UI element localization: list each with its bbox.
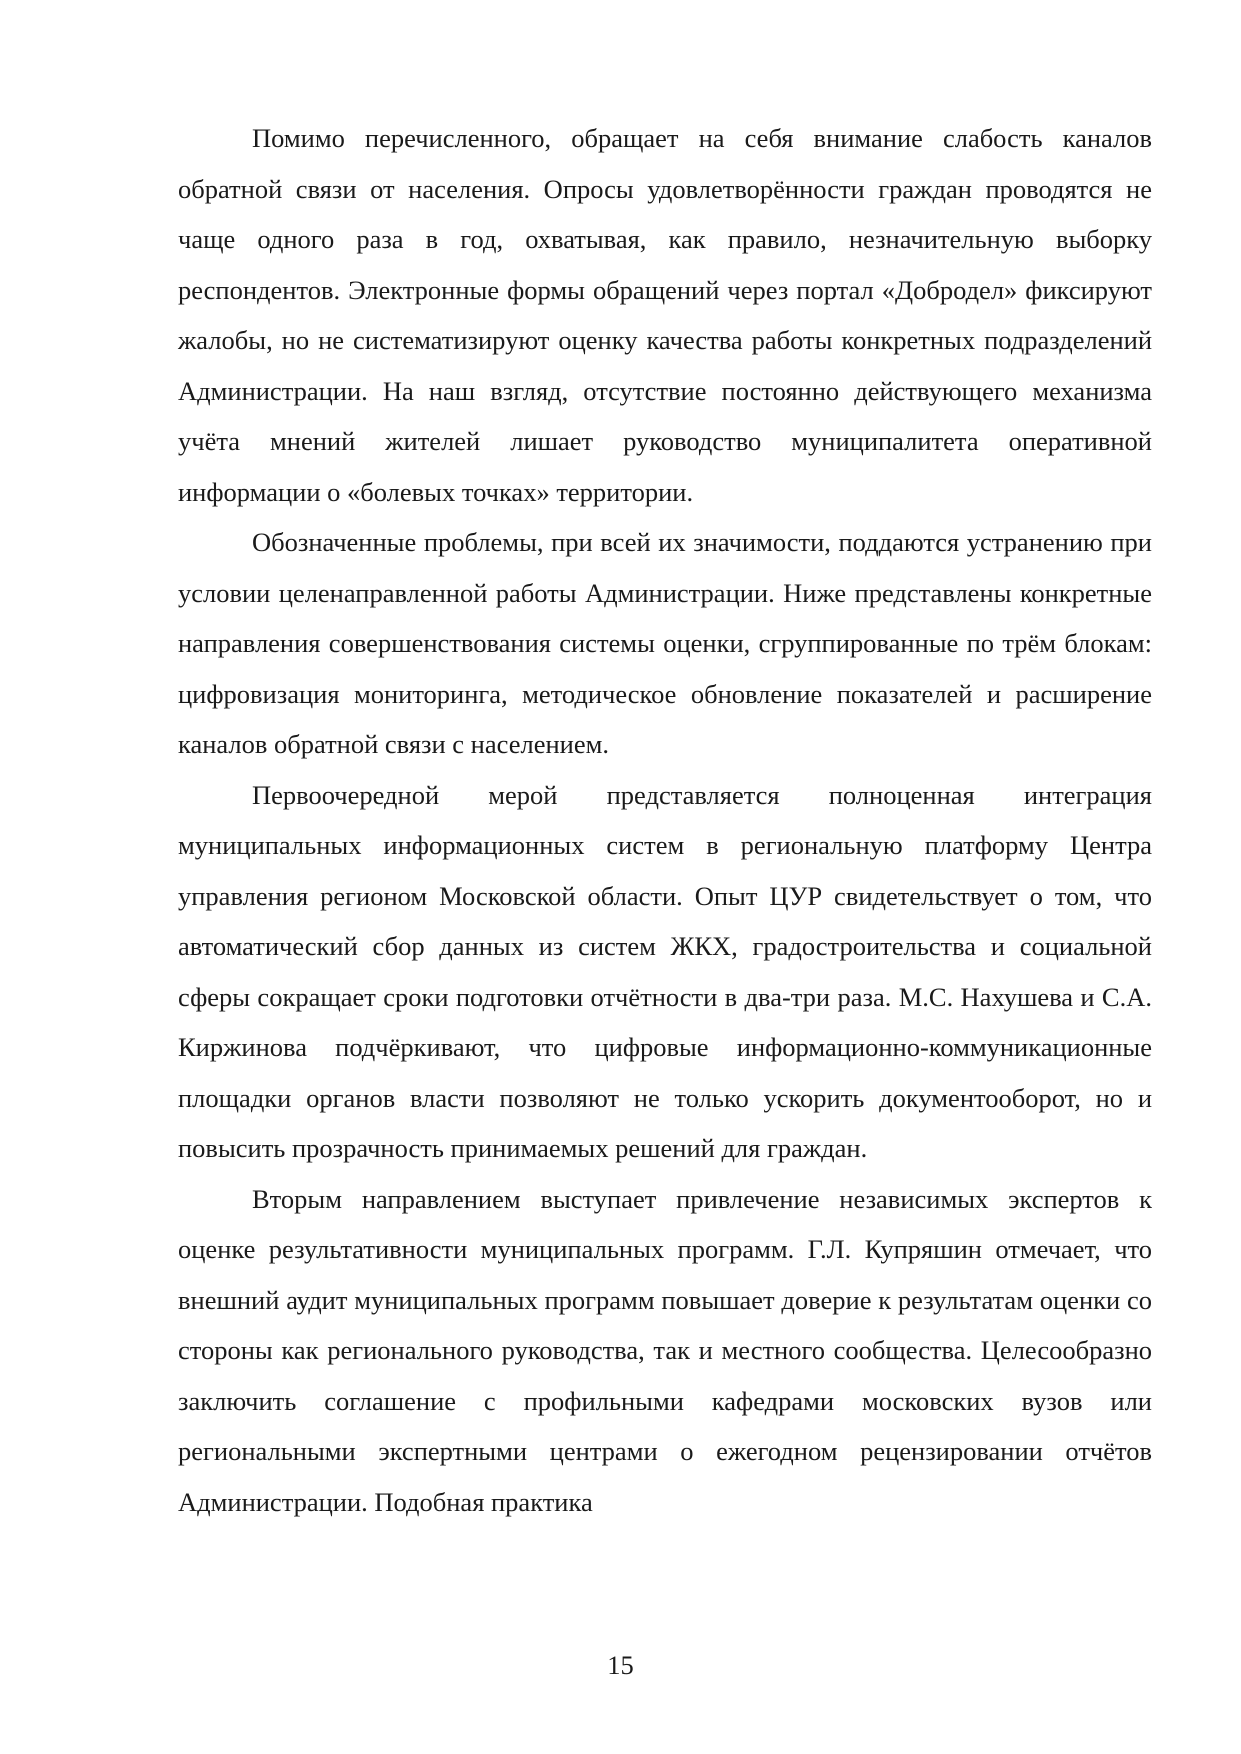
paragraph-digital-integration: Первоочередной мерой представляется полноценная интеграция муниципальных информационных систем в региональную платформу Центра управления регионом Московской области. Опыт ЦУР свидетельствует о том, что автоматический сбор данных из систем ЖКХ, градостроительства и социальной сферы сокращает сроки подготовки отчётности в два-три раза. М.С. Нахушева и С.А. Киржинова подчёркивают, что цифровые информационно-коммуникационные площадки органов власти позволяют не только ускорить документооборот, но и повысить прозрачность принимаемых решений для граждан.: [178, 779, 1152, 1163]
paragraph-problems-overview: Обозначенные проблемы, при всей их значимости, поддаются устранению при условии целенаправленной работы Администрации. Ниже представлены конкретные направления совершенствования системы оценки, сгруппированные по трём блокам: цифровизация мониторинга, методическое обновление показателей и расширение каналов обратной связи с населением.: [178, 527, 1152, 759]
paragraph-feedback-channels: Помимо перечисленного, обращает на себя внимание слабость каналов обратной связи от населения. Опросы удовлетворённости граждан проводятся не чаще одного раза в год, охватывая, как правило, незначительную выборку респондентов. Электронные формы обращений через портал «Добродел» фиксируют жалобы, но не систематизируют оценку качества работы конкретных подразделений Администрации. На наш взгляд, отсутствие постоянно действующего механизма учёта мнений жителей лишает руководство муниципалитета оперативной информации о «болевых точках» территории.: [178, 123, 1152, 507]
paragraph-independent-experts: Вторым направлением выступает привлечение независимых экспертов к оценке результативности муниципальных программ. Г.Л. Купряшин отмечает, что внешний аудит муниципальных программ повышает доверие к результатам оценки со стороны как регионального руководства, так и местного сообщества. Целесообразно заключить соглашение с профильными кафедрами московских вузов или региональными экспертными центрами о ежегодном рецензировании отчётов Администрации. Подобная практика: [178, 1183, 1152, 1517]
page-number: 15: [607, 1650, 634, 1680]
body-text: [178, 113, 1152, 1527]
